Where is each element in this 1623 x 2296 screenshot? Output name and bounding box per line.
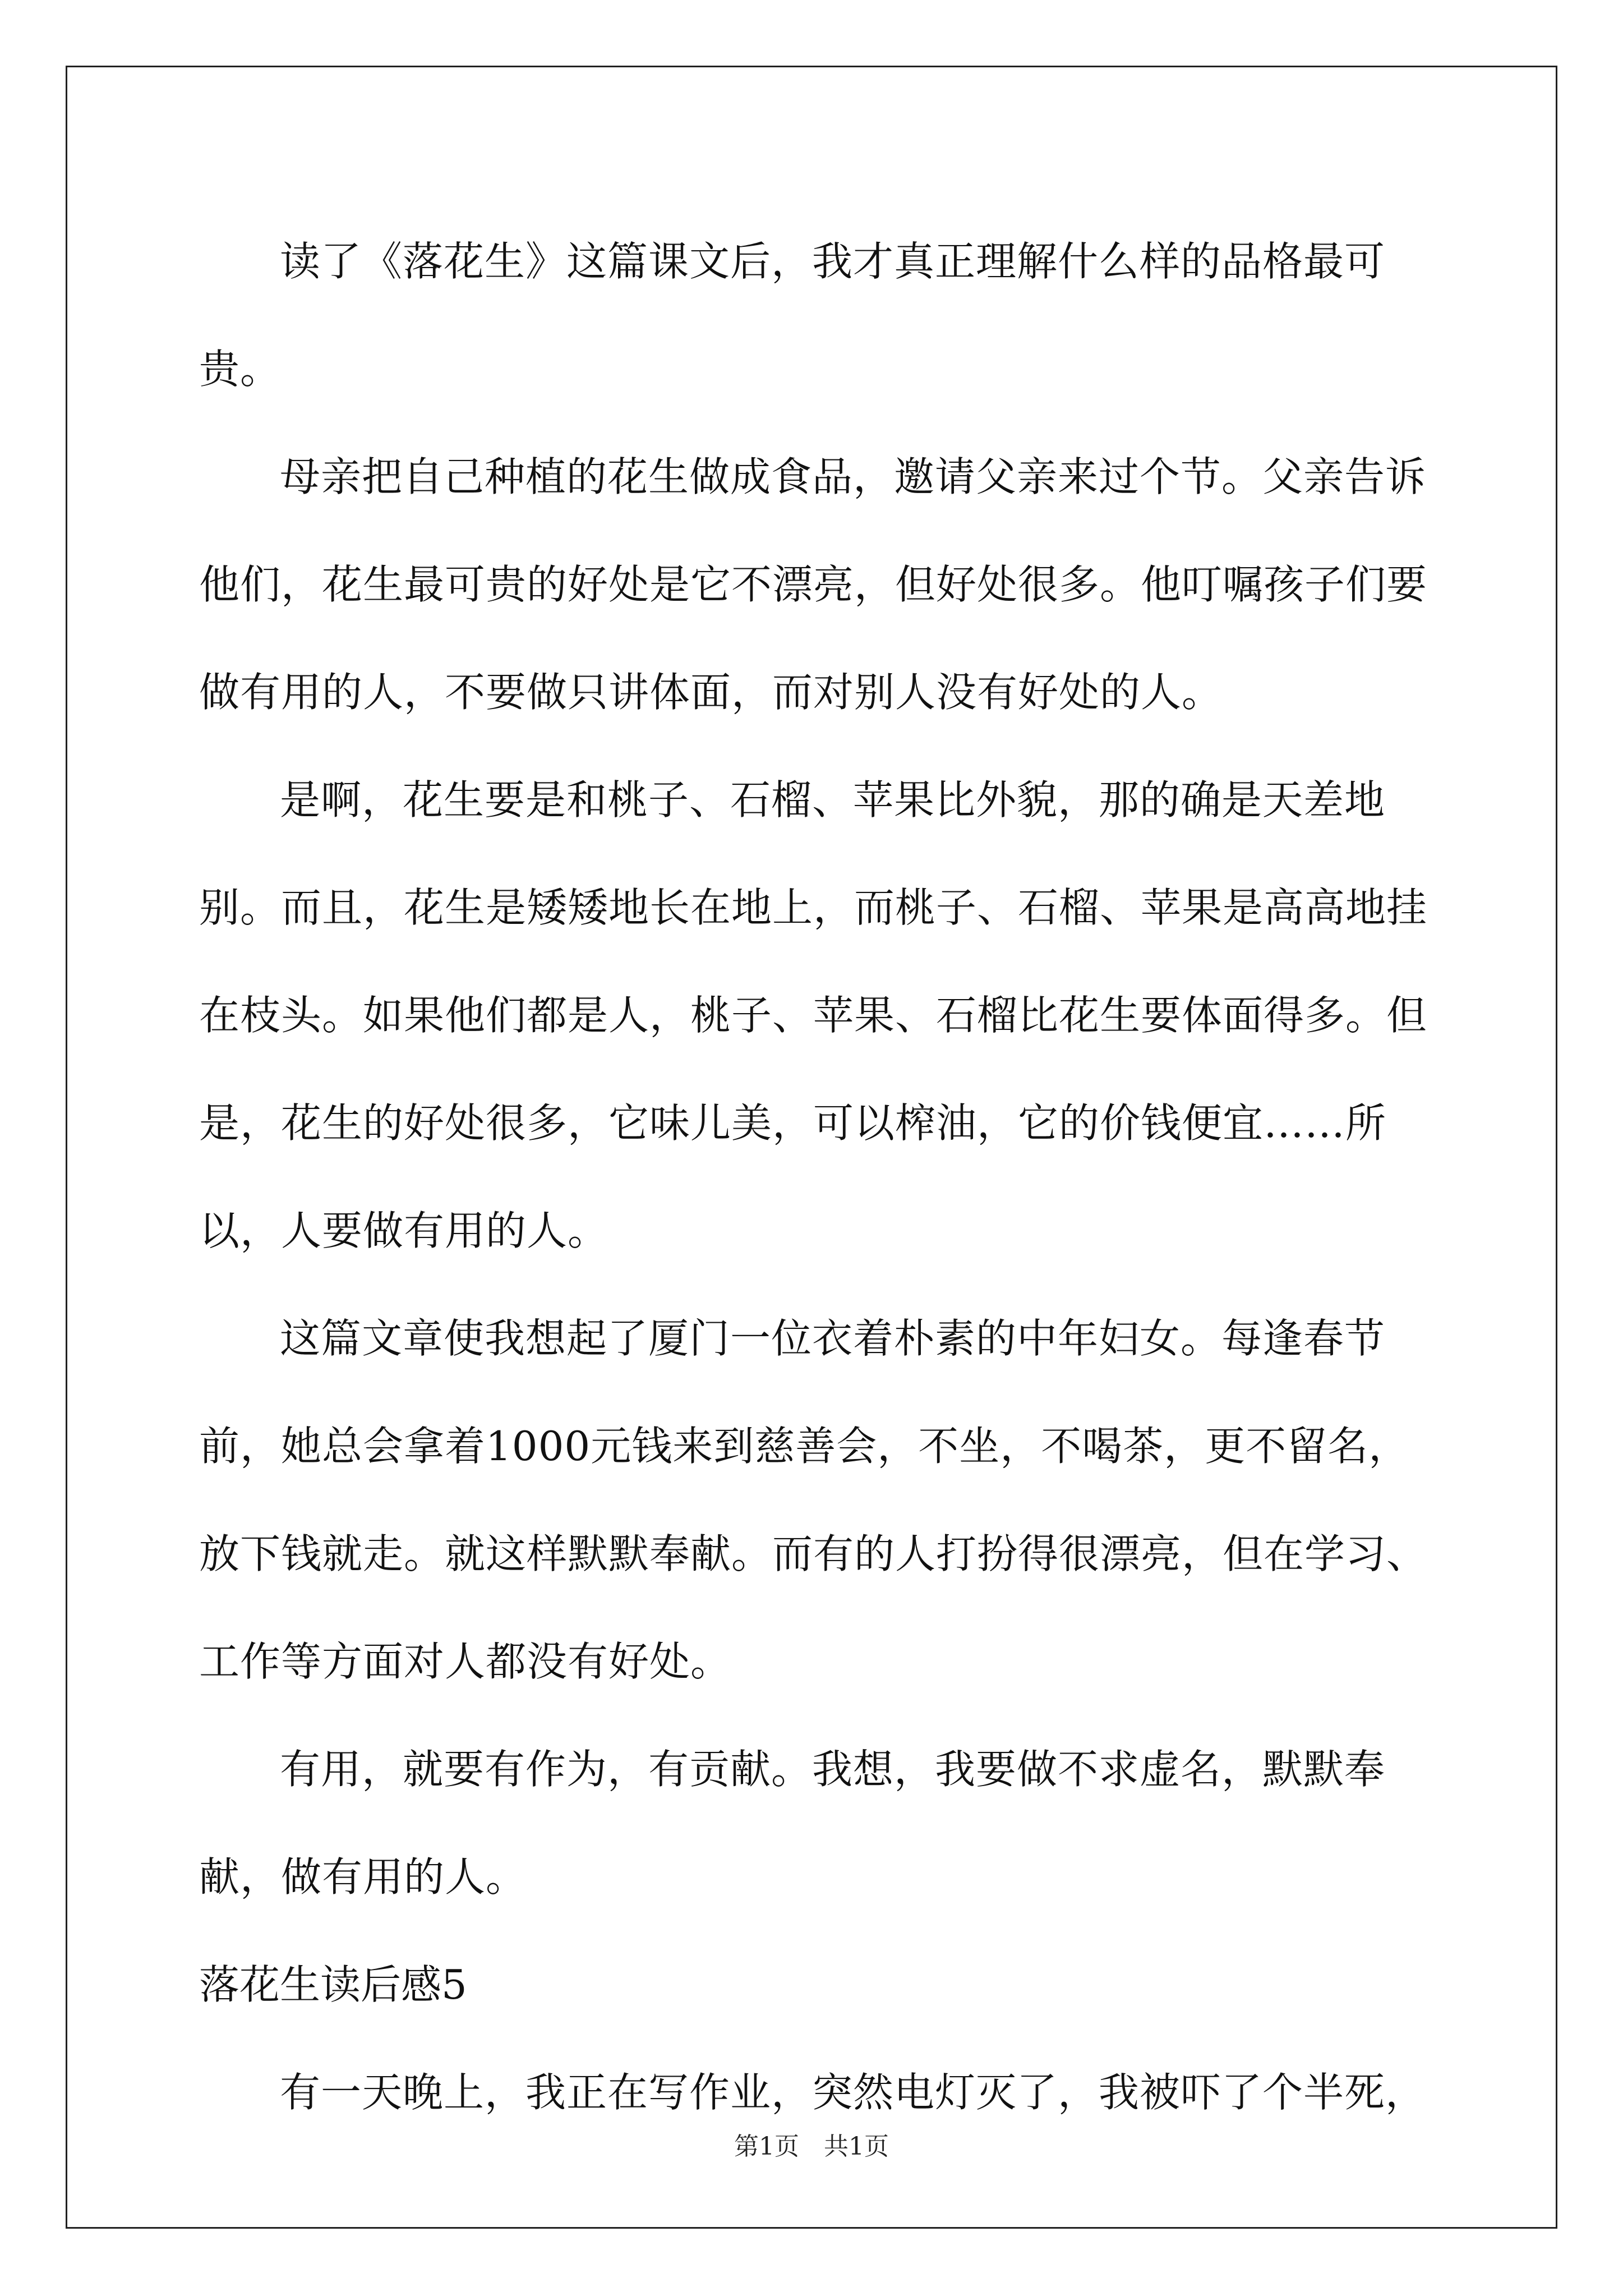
paragraph-4: 这篇文章使我想起了厦门一位衣着朴素的中年妇女。每逢春节前，她总会拿着1000元钱来到慈善会，不坐，不喝茶，更不留名，放下钱就走。就这样默默奉献。而有的人打扮得很漂亮，但在学习、工作等方面对人都没有好处。	[199, 1315, 1428, 1685]
paragraph-1: 读了《落花生》这篇课文后，我才真正理解什么样的品格最可贵。	[199, 238, 1386, 393]
paragraph-3: 是啊，花生要是和桃子、石榴、苹果比外貌，那的确是天差地别。而且，花生是矮矮地长在地上，而桃子、石榴、苹果是高高地挂在枝头。如果他们都是人，桃子、苹果、石榴比花生要体面得多。但是，花生的好处很多，它味儿美，可以榨油，它的价钱便宜……所以，人要做有用的人。	[199, 776, 1428, 1254]
document-body	[199, 208, 1427, 2146]
section-heading: 落花生读后感5	[199, 1961, 467, 2008]
paragraph-6: 有一天晚上，我正在写作业，突然电灯灭了，我被吓了个半死，	[280, 2069, 1427, 2116]
page-total: 共1页	[824, 2132, 889, 2161]
page-footer	[0, 2126, 1623, 2162]
paragraph-5: 有用，就要有作为，有贡献。我想，我要做不求虚名，默默奉献，做有用的人。	[199, 1746, 1386, 1901]
page-number: 第1页	[734, 2132, 799, 2161]
paragraph-2: 母亲把自己种植的花生做成食品，邀请父亲来过个节。父亲告诉他们，花生最可贵的好处是它不漂亮，但好处很多。他叮嘱孩子们要做有用的人，不要做只讲体面，而对别人没有好处的人。	[199, 453, 1428, 716]
